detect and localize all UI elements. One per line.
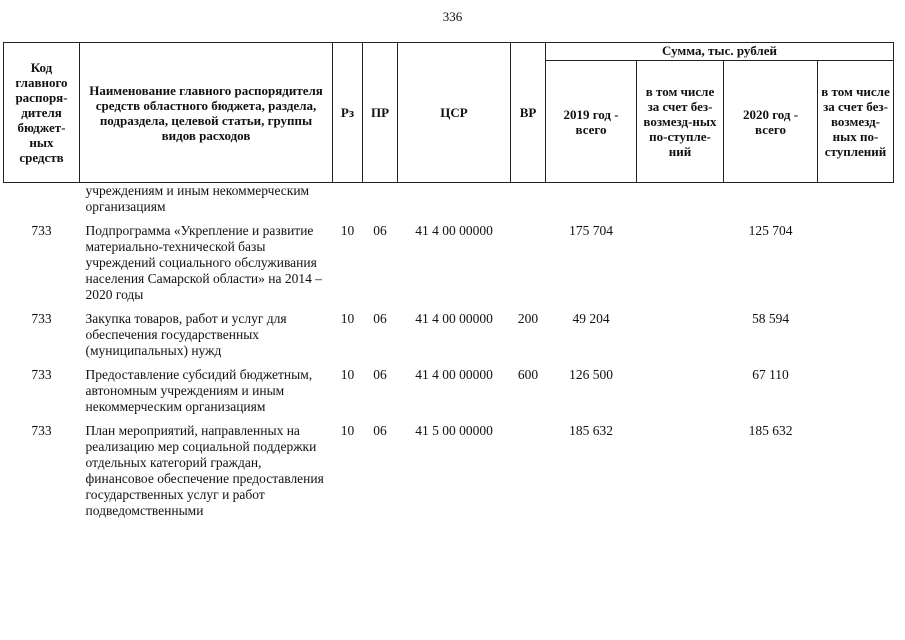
row-2020-free — [818, 223, 894, 311]
row-vr — [511, 423, 546, 527]
row-2020-free — [818, 311, 894, 367]
row-name: План мероприятий, направленных на реализацию мер социальной поддержки отдельных категорий граждан, финансовое обеспечение предоставления государственных услуг и работ подведомственными — [85, 423, 324, 518]
header-sum: Сумма, тыс. рублей — [546, 43, 894, 61]
row-csr: 41 4 00 00000 — [415, 223, 493, 238]
row-csr: 41 4 00 00000 — [415, 311, 493, 326]
row-2019-free — [637, 311, 724, 367]
row-2019-total: 185 632 — [569, 423, 613, 438]
row-name: Подпрограмма «Укрепление и развитие материально-технической базы учреждений социального обслуживания населения Самарской области» на 2014 – 2020 годы — [85, 223, 323, 302]
row-2019-total: 126 500 — [569, 367, 613, 382]
row-pr: 06 — [373, 223, 387, 238]
header-pr: ПР — [363, 43, 398, 183]
row-name: Предоставление субсидий бюджетным, автономным учреждениям и иным некоммерческим организациям — [85, 367, 313, 414]
header-rz: Рз — [333, 43, 363, 183]
header-2020-free: в том числе за счет без-возмезд-ных по-ступлений — [818, 61, 894, 183]
row-2020-total: 185 632 — [748, 423, 793, 438]
row-rz: 10 — [340, 367, 355, 382]
row-2019-total: 175 704 — [569, 223, 613, 238]
continuation-text: учреждениям и иным некоммерческим организациям — [85, 183, 310, 214]
row-rz: 10 — [340, 311, 355, 326]
row-pr: 06 — [373, 311, 387, 326]
header-2020-total: 2020 год - всего — [724, 61, 818, 183]
header-2019-total: 2019 год - всего — [546, 61, 637, 183]
table-row — [4, 311, 894, 367]
table-row — [4, 367, 894, 423]
row-code: 733 — [31, 311, 52, 326]
row-name: Закупка товаров, работ и услуг для обеспечения государственных (муниципальных) нужд — [85, 311, 287, 358]
row-2019-total: 49 204 — [572, 311, 610, 326]
row-vr: 600 — [517, 367, 539, 382]
page-number: 336 — [442, 9, 463, 24]
header-csr: ЦСР — [398, 43, 511, 183]
row-code: 733 — [31, 223, 52, 238]
row-pr: 06 — [373, 367, 387, 382]
row-rz: 10 — [340, 223, 355, 238]
row-2019-free — [637, 223, 724, 311]
row-csr: 41 4 00 00000 — [415, 367, 493, 382]
row-2019-free — [637, 367, 724, 423]
budget-table — [3, 42, 894, 527]
header-code: Код главного распоря-дителя бюджет-ных средств — [4, 43, 80, 183]
header-2019-free: в том числе за счет без-возмезд-ных по-ступле-ний — [637, 61, 724, 183]
row-2020-free — [818, 423, 894, 527]
row-vr — [511, 223, 546, 311]
row-code: 733 — [31, 367, 52, 382]
header-name: Наименование главного распорядителя средств областного бюджета, раздела, подраздела, целевой статьи, группы видов расходов — [80, 43, 333, 183]
table-row — [4, 423, 894, 527]
row-code: 733 — [31, 423, 52, 438]
row-vr: 200 — [517, 311, 539, 326]
header-vr: ВР — [511, 43, 546, 183]
row-2020-free — [818, 367, 894, 423]
row-rz: 10 — [340, 423, 355, 438]
row-2020-total: 58 594 — [751, 311, 790, 326]
row-pr: 06 — [373, 423, 387, 438]
continuation-row — [4, 183, 894, 224]
row-2020-total: 67 110 — [752, 367, 789, 382]
row-2019-free — [637, 423, 724, 527]
row-csr: 41 5 00 00000 — [415, 423, 493, 438]
row-2020-total: 125 704 — [748, 223, 793, 238]
table-row — [4, 223, 894, 311]
